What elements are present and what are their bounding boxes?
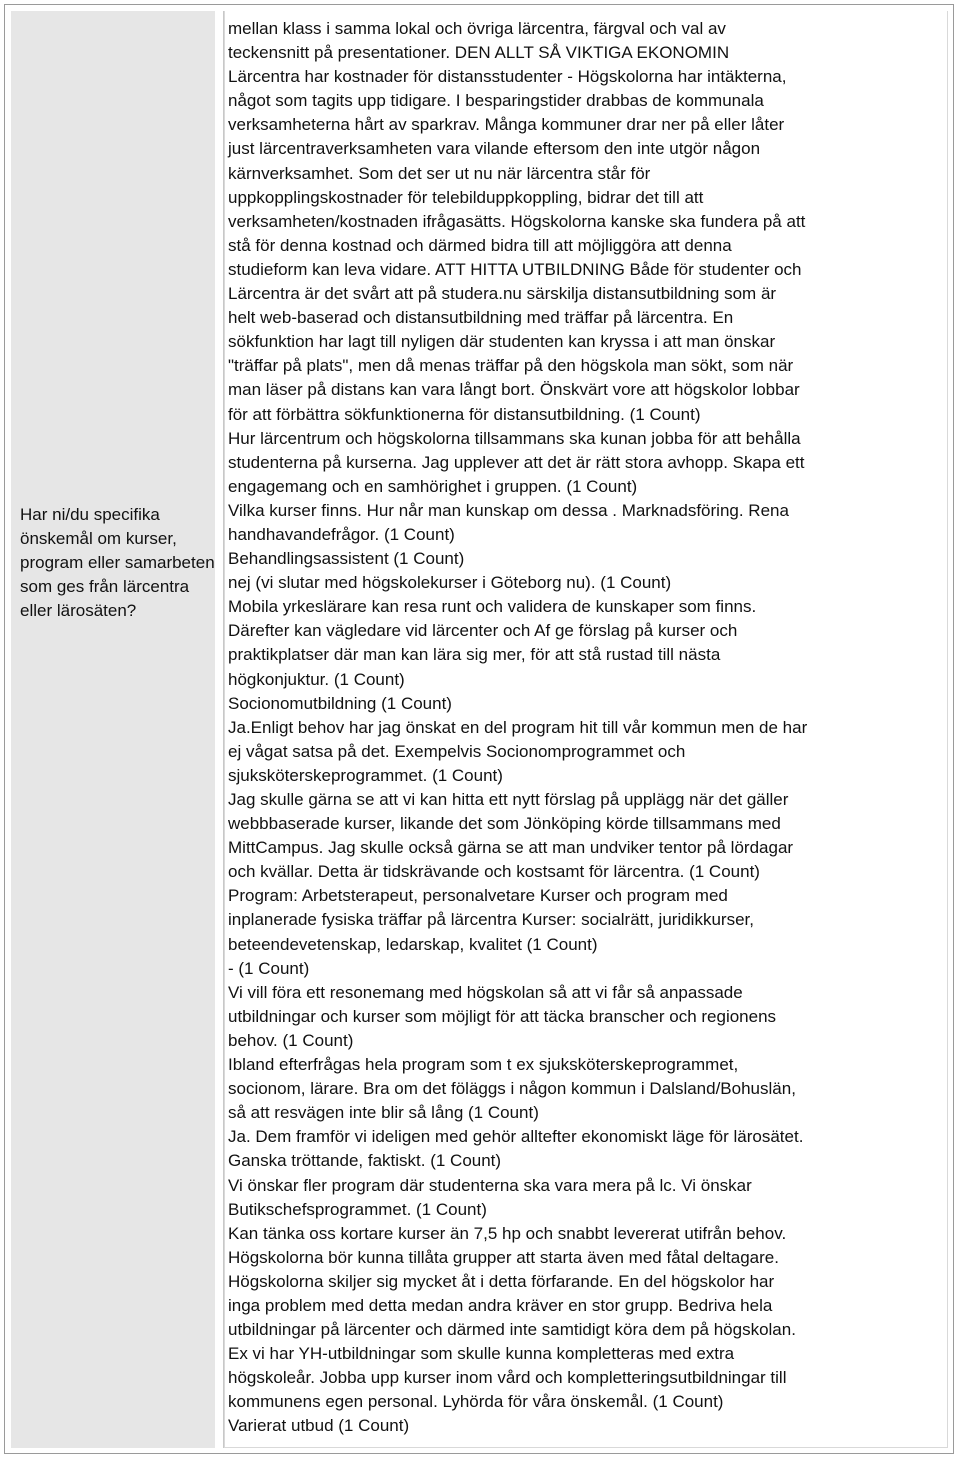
- answer-item: Socionomutbildning (1 Count): [228, 693, 452, 713]
- answer-item: Vi önskar fler program där studenterna ska vara mera på lc. Vi önskar Butikschefsprogrammet. (1 Count): [228, 1175, 752, 1219]
- answer-item: nej (vi slutar med högskolekurser i Göteborg nu). (1 Count): [228, 573, 672, 593]
- answer-item: Ja. Dem framför vi ideligen med gehör alltefter ekonomiskt läge för lärosätet. Ganska tröttande, faktiskt. (1 Count): [228, 1127, 804, 1171]
- answer-item: Mobila yrkeslärare kan resa runt och validera de kunskaper som finns. Därefter kan vägledare vid lärcenter och Af ge förslag på kurser och praktikplatser där man kan lära sig mer, för att stå rustad till nästa högkonjuktur. (1 Count): [228, 597, 757, 689]
- answer-item: Jag skulle gärna se att vi kan hitta ett nytt förslag på upplägg när det gäller webbbaserade kurser, likande det som Jönköping körde tillsammans med MittCampus. Jag skulle också gärna se att man undviker tentor på lördagar och kvällar. Detta är tidskrävande och kostsamt för lärcentra. (1 Count): [228, 790, 794, 882]
- answer-item: Program: Arbetsterapeut, personalvetare Kurser och program med inplanerade fysiska träffar på lärcentra Kurser: socialrätt, juridikkurser, beteendevetenskap, ledarskap, kvalitet (1 Count): [228, 886, 754, 954]
- answer-item: Kan tänka oss kortare kurser än 7,5 hp och snabbt levererat utifrån behov. Högskolorna bör kunna tillåta grupper att starta även med fåtal deltagare. Högskolorna skiljer sig mycket åt i detta förfarande. En del högskolor har inga problem med detta medan andra kräver en stor grupp. Bedriva hela utbildningar på lärcenter och därmed inte samtidigt köra dem på högskolan. Ex vi har YH-utbildningar som skulle kunna kompletteras med extra högskoleår. Jobba upp kurser inom vård och kompletteringsutbildningar till kommunens egen personal. Lyhörda för våra önskemål. (1 Count): [228, 1223, 796, 1412]
- question-text: Har ni/du specifika önskemål om kurser, program eller samarbeten som ges från lärcentra eller lärosäten?: [20, 505, 215, 620]
- answer-item: Vi vill föra ett resonemang med högskolan så att vi får så anpassade utbildningar och kurser som möjligt för att täcka branscher och regionens behov. (1 Count): [228, 982, 777, 1050]
- answer-item: Varierat utbud (1 Count): [228, 1416, 410, 1436]
- answer-item: Ja.Enligt behov har jag önskat en del program hit till vår kommun men de har ej vågat satsa på det. Exempelvis Socionomprogrammet och sjuksköterskeprogrammet. (1 Count): [228, 717, 808, 785]
- answer-item: mellan klass i samma lokal och övriga lärcentra, färgval och val av teckensnitt på presentationer. DEN ALLT SÅ VIKTIGA EKONOMIN Lärcentra har kostnader för distansstudenter - Högskolorna har intäkterna, något som tagits upp tidigare. I besparingstider drabbas de kommunala verksamheterna hårt av sparkrav. Många kommuner drar ner på eller låter just lärcentraverksamheten vara vilande eftersom den inte utgör någon kärnverksamhet. Som det ser ut nu när lärcentra står för uppkopplingskostnader för telebilduppkoppling, bidrar det till att verksamheten/kostnaden ifrågasätts. Högskolorna kanske ska fundera på att stå för denna kostnad och därmed bidra till att möjliggöra att denna studieform kan leva vidare. ATT HITTA UTBILDNING Både för studenter och Lärcentra är det svårt att på studera.nu särskilja distansutbildning som är helt web-baserad och distansutbildning med träffar på lärcentra. En sökfunktion har lagt till nyligen där studenten kan kryssa i att man önskar "träffar på plats", men då menas träffar på den högskola man sökt, som när man läser på distans kan vara långt bort. Önskvärt vore att högskolor lobbar för att förbättra sökfunktionerna för distansutbildning. (1 Count): [228, 19, 806, 424]
- answer-item: Vilka kurser finns. Hur når man kunskap om dessa . Marknadsföring. Rena handhavandefrågor. (1 Count): [228, 500, 789, 544]
- answer-item: Hur lärcentrum och högskolorna tillsammans ska kunan jobba för att behålla studenterna på kurserna. Jag upplever att det är rätt stora avhopp. Skapa ett engagemang och en samhörighet i gruppen. (1 Count): [228, 428, 805, 496]
- answer-item: Ibland efterfrågas hela program som t ex sjuksköterskeprogrammet, socionom, lärare. Bra om det föläggs i någon kommun i Dalsland/Bohuslän, så att resvägen inte blir så lång (1 Count): [228, 1055, 796, 1123]
- answer-item: - (1 Count): [228, 958, 310, 978]
- answer-list: [228, 17, 948, 1439]
- answer-item: Behandlingsassistent (1 Count): [228, 549, 465, 569]
- question-cell: [11, 11, 219, 1448]
